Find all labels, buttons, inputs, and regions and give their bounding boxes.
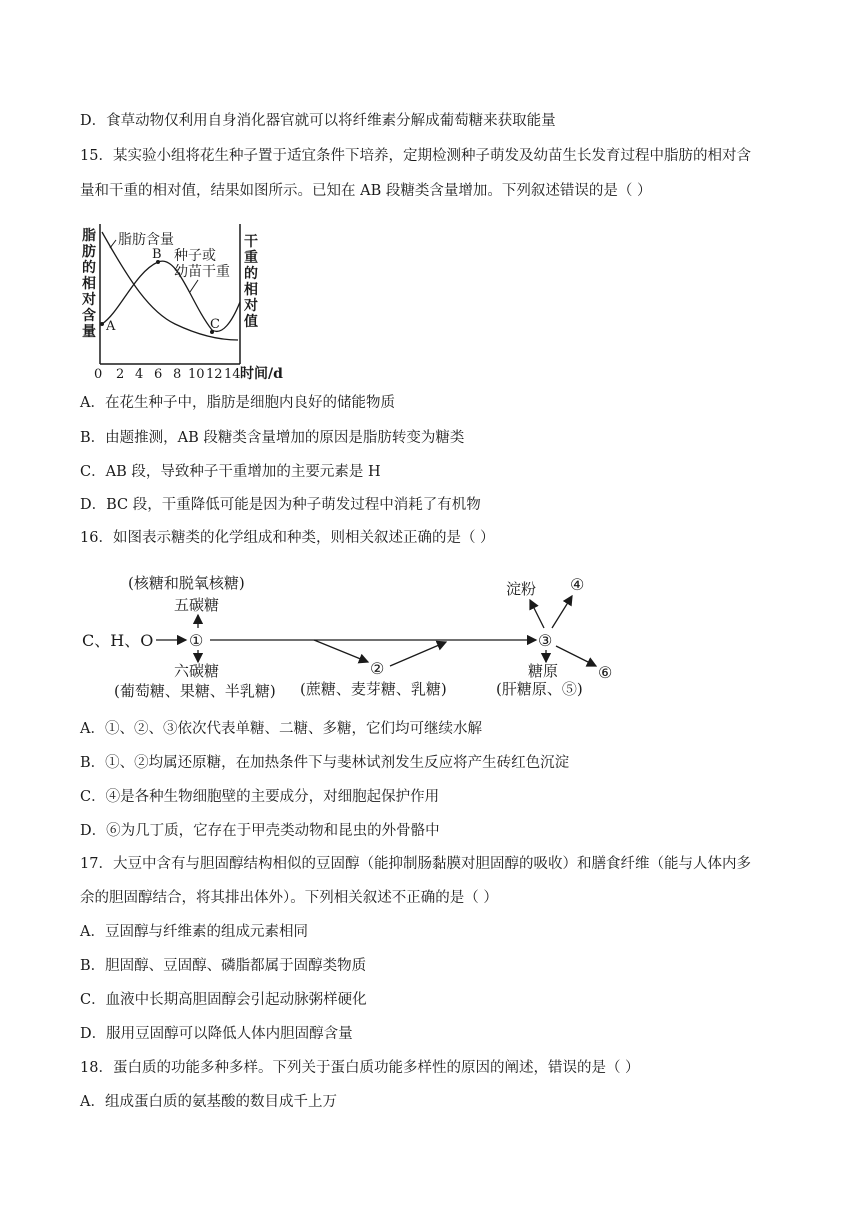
svg-text:量: 量 xyxy=(82,324,96,340)
q17-option-c: C．血液中长期高胆固醇会引起动脉粥样硬化 xyxy=(80,992,367,1008)
point-b-label: B xyxy=(152,247,162,262)
dry-curve-label-2: 幼苗干重 xyxy=(174,264,230,280)
pentose-note: (核糖和脱氧核糖) xyxy=(128,574,245,592)
svg-text:14: 14 xyxy=(224,367,241,380)
svg-text:8: 8 xyxy=(173,367,182,380)
x-axis-unit: 时间/d xyxy=(240,366,283,380)
svg-text:值: 值 xyxy=(244,314,258,330)
q15-option-c: C．AB 段，导致种子干重增加的主要元素是 H xyxy=(80,464,381,480)
arrow-3-to-6 xyxy=(556,646,596,666)
x-tick-labels xyxy=(94,367,241,380)
node-1: ① xyxy=(189,631,204,650)
node-4: ④ xyxy=(570,575,585,594)
svg-text:0: 0 xyxy=(94,367,103,380)
svg-text:含: 含 xyxy=(82,308,96,324)
q15-figure xyxy=(80,212,320,380)
svg-text:相: 相 xyxy=(244,282,258,298)
glycogen-note: (肝糖原、⑤) xyxy=(496,680,583,698)
point-a-label: A xyxy=(106,319,116,334)
dry-label-leader xyxy=(190,280,198,292)
arrow-1-to-2 xyxy=(314,640,368,662)
arrow-3-to-4 xyxy=(552,596,572,628)
hexose-note: (葡萄糖、果糖、半乳糖) xyxy=(114,682,276,700)
q16-option-d: D．⑥为几丁质，它存在于甲壳类动物和昆虫的外骨骼中 xyxy=(80,823,440,839)
node-3: ③ xyxy=(538,631,553,650)
svg-text:肪: 肪 xyxy=(82,244,96,260)
svg-text:对: 对 xyxy=(82,292,96,308)
q18-option-a: A．组成蛋白质的氨基酸的数目成千上万 xyxy=(80,1094,337,1110)
q15-stem-line1: 15．某实验小组将花生种子置于适宜条件下培养，定期检测种子萌发及幼苗生长发育过程中脂肪的相对含 xyxy=(80,148,751,164)
glycogen-label: 糖原 xyxy=(528,662,559,680)
svg-text:重: 重 xyxy=(244,250,258,266)
q15-option-d: D．BC 段，干重降低可能是因为种子萌发过程中消耗了有机物 xyxy=(80,497,481,513)
svg-text:10: 10 xyxy=(188,367,205,380)
svg-text:4: 4 xyxy=(135,367,144,380)
svg-text:12: 12 xyxy=(206,367,223,380)
disaccharide-note: (蔗糖、麦芽糖、乳糖) xyxy=(300,680,447,698)
node-2: ② xyxy=(370,659,385,678)
svg-text:干: 干 xyxy=(244,234,258,250)
q15-stem-line2: 量和干重的相对值，结果如图所示。已知在 AB 段糖类含量增加。下列叙述错误的是（ ） xyxy=(80,183,652,199)
svg-text:脂: 脂 xyxy=(82,228,96,244)
arrow-2-to-3 xyxy=(390,642,446,666)
right-axis-label xyxy=(243,234,258,330)
svg-text:对: 对 xyxy=(244,298,258,314)
point-a-dot xyxy=(100,322,104,326)
svg-text:6: 6 xyxy=(154,367,163,380)
q14-option-d: D．食草动物仅利用自身消化器官就可以将纤维素分解成葡萄糖来获取能量 xyxy=(80,113,556,129)
q16-option-a: A．①、②、③依次代表单糖、二糖、多糖，它们均可继续水解 xyxy=(80,721,482,737)
fat-curve-label: 脂肪含量 xyxy=(118,232,174,248)
q17-option-b: B．胆固醇、豆固醇、磷脂都属于固醇类物质 xyxy=(80,958,367,974)
q18-stem: 18．蛋白质的功能多种多样。下列关于蛋白质功能多样性的原因的阐述，错误的是（ ） xyxy=(80,1060,640,1076)
q16-stem: 16．如图表示糖类的化学组成和种类，则相关叙述正确的是（ ） xyxy=(80,530,495,546)
hexose-label: 六碳糖 xyxy=(174,662,220,680)
dry-curve-label-1: 种子或 xyxy=(174,248,216,264)
fat-label-leader xyxy=(110,240,116,248)
node-6: ⑥ xyxy=(598,663,613,682)
q17-stem-line2: 余的胆固醇结合，将其排出体外）。下列相关叙述不正确的是（ ） xyxy=(80,890,498,906)
svg-text:的: 的 xyxy=(82,260,96,276)
starch-label: 淀粉 xyxy=(506,580,537,598)
svg-text:相: 相 xyxy=(82,276,96,292)
q17-option-d: D．服用豆固醇可以降低人体内胆固醇含量 xyxy=(80,1026,353,1042)
q15-option-b: B．由题推测，AB 段糖类含量增加的原因是脂肪转变为糖类 xyxy=(80,430,465,446)
arrow-3-to-starch xyxy=(530,600,544,628)
left-axis-label xyxy=(81,227,96,340)
q16-figure xyxy=(78,566,638,706)
q16-option-b: B．①、②均属还原糖，在加热条件下与斐林试剂发生反应将产生砖红色沉淀 xyxy=(80,755,570,771)
q16-option-c: C．④是各种生物细胞壁的主要成分，对细胞起保护作用 xyxy=(80,789,440,805)
elements-label: C、H、O xyxy=(82,631,154,650)
q17-stem-line1: 17．大豆中含有与胆固醇结构相似的豆固醇（能抑制肠黏膜对胆固醇的吸收）和膳食纤维（能与人体内多 xyxy=(80,856,751,872)
svg-text:的: 的 xyxy=(244,266,258,282)
svg-text:2: 2 xyxy=(116,367,125,380)
pentose-label: 五碳糖 xyxy=(174,596,220,614)
q17-option-a: A．豆固醇与纤维素的组成元素相同 xyxy=(80,924,308,940)
q15-option-a: A．在花生种子中，脂肪是细胞内良好的储能物质 xyxy=(80,395,395,411)
point-c-label: C xyxy=(210,317,220,332)
